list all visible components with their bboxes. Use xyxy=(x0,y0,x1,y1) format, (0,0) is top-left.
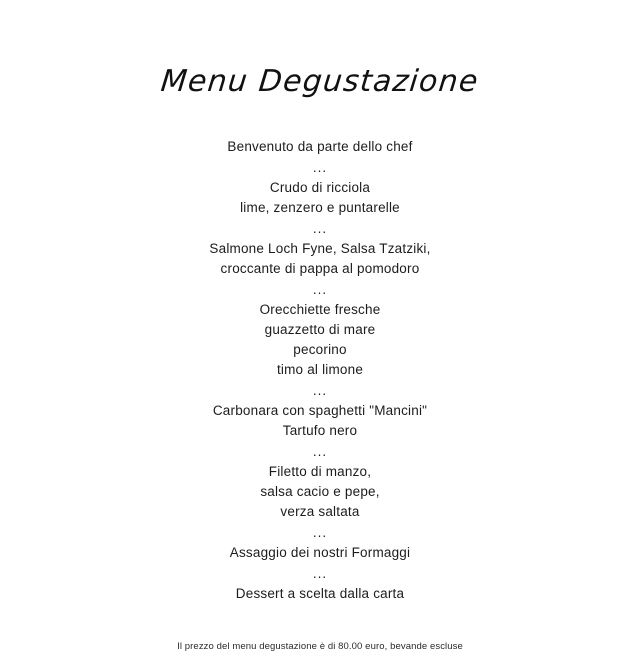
course-line: Salmone Loch Fyne, Salsa Tzatziki, xyxy=(209,241,431,256)
course-separator: ... xyxy=(312,221,328,236)
course-separator: ... xyxy=(312,282,328,297)
course-separator: ... xyxy=(312,383,328,398)
course-line: guazzetto di mare xyxy=(264,322,376,337)
menu-price-note: Il prezzo del menu degustazione è di 80.00 euro, bevande escluse xyxy=(177,641,463,652)
course-line: pecorino xyxy=(293,342,347,357)
course-line: Tartufo nero xyxy=(282,423,358,438)
menu-course-list xyxy=(60,137,580,604)
course-separator: ... xyxy=(312,525,328,540)
course-line: timo al limone xyxy=(276,362,364,377)
course-line: croccante di pappa al pomodoro xyxy=(220,261,420,276)
course-line: Filetto di manzo, xyxy=(268,464,372,479)
course-line: Carbonara con spaghetti "Mancini" xyxy=(212,403,428,418)
course-line: Crudo di ricciola xyxy=(269,180,371,195)
course-line: Dessert a scelta dalla carta xyxy=(235,586,405,601)
course-line: Orecchiette fresche xyxy=(259,302,381,317)
course-separator: ... xyxy=(312,160,328,175)
course-line: lime, zenzero e puntarelle xyxy=(240,200,400,215)
course-line: Benvenuto da parte dello chef xyxy=(227,139,413,154)
course-separator: ... xyxy=(312,444,328,459)
course-separator: ... xyxy=(312,566,328,581)
page-title: Menu Degustazione xyxy=(159,64,481,99)
course-line: verza saltata xyxy=(280,504,360,519)
course-line: Assaggio dei nostri Formaggi xyxy=(229,545,411,560)
course-line: salsa cacio e pepe, xyxy=(260,484,380,499)
